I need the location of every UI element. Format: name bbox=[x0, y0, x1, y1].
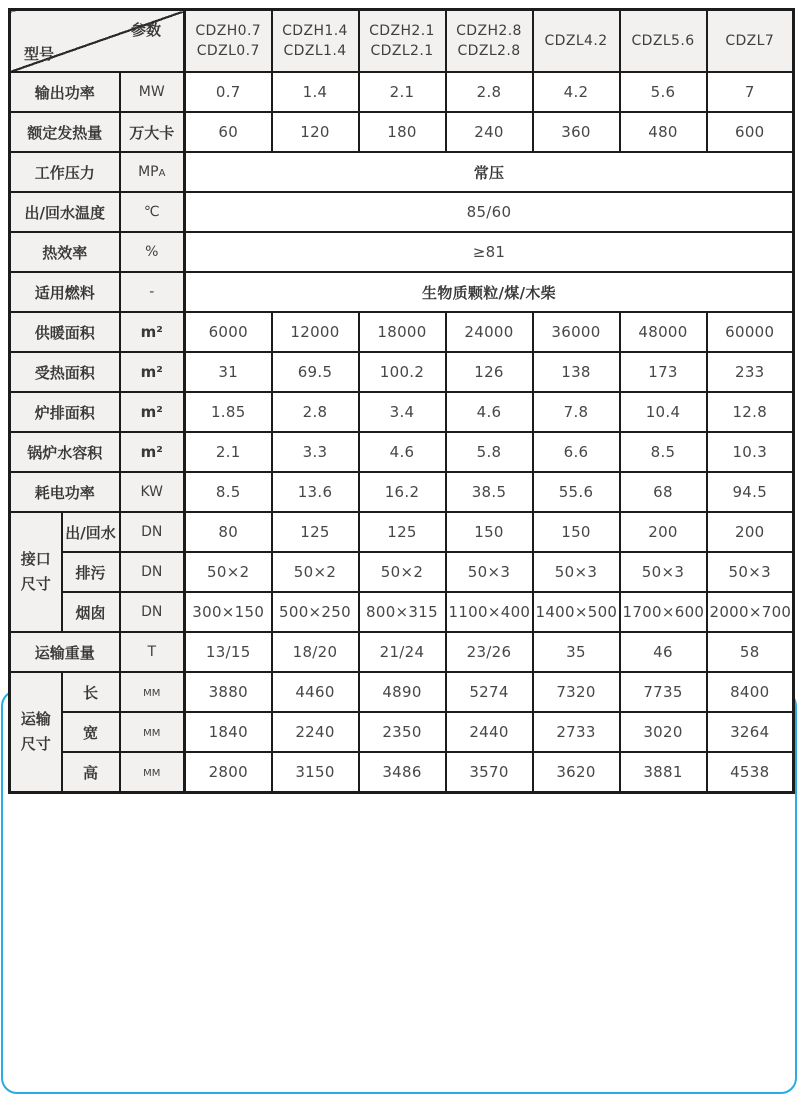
corner-cell bbox=[10, 10, 185, 73]
value-cell: 38.5 bbox=[446, 472, 533, 512]
row-label: 适用燃料 bbox=[10, 272, 120, 312]
value-cell: 0.7 bbox=[185, 72, 272, 112]
value-cell: 12.8 bbox=[707, 392, 794, 432]
model-header bbox=[533, 10, 620, 73]
value-cell: 80 bbox=[185, 512, 272, 552]
row-water-temp bbox=[10, 192, 794, 232]
sub-row-label: 出/回水 bbox=[62, 512, 120, 552]
value-cell: 138 bbox=[533, 352, 620, 392]
value-cell: 300×150 bbox=[185, 592, 272, 632]
row-unit: m² bbox=[120, 432, 185, 472]
row-label: 输出功率 bbox=[10, 72, 120, 112]
value-cell: 21/24 bbox=[359, 632, 446, 672]
row-label: 工作压力 bbox=[10, 152, 120, 192]
value-cell: 50×3 bbox=[707, 552, 794, 592]
row-unit: mm bbox=[120, 672, 185, 712]
value-cell: 46 bbox=[620, 632, 707, 672]
value-cell: 200 bbox=[620, 512, 707, 552]
value-cell: 1840 bbox=[185, 712, 272, 752]
corner-param-label: 参数 bbox=[130, 21, 161, 39]
row-heating-area bbox=[10, 312, 794, 352]
value-cell: 36000 bbox=[533, 312, 620, 352]
row-water-volume bbox=[10, 432, 794, 472]
value-cell: 60000 bbox=[707, 312, 794, 352]
value-cell: 4.6 bbox=[359, 432, 446, 472]
row-output-power bbox=[10, 72, 794, 112]
row-heated-area bbox=[10, 352, 794, 392]
value-cell: 4460 bbox=[272, 672, 359, 712]
model-name: CDZL0.7 bbox=[196, 43, 260, 59]
value-cell: 126 bbox=[446, 352, 533, 392]
row-working-pressure bbox=[10, 152, 794, 192]
value-cell: 6000 bbox=[185, 312, 272, 352]
model-header bbox=[185, 10, 272, 73]
row-unit: KW bbox=[120, 472, 185, 512]
row-label: 锅炉水容积 bbox=[10, 432, 120, 472]
sub-row-label: 长 bbox=[62, 672, 120, 712]
value-cell: 7735 bbox=[620, 672, 707, 712]
corner-model-label: 型号 bbox=[24, 45, 55, 63]
merged-value-cell: 生物质颗粒/煤/木柴 bbox=[185, 272, 794, 312]
row-unit: mm bbox=[120, 712, 185, 752]
value-cell: 125 bbox=[272, 512, 359, 552]
value-cell: 23/26 bbox=[446, 632, 533, 672]
value-cell: 10.4 bbox=[620, 392, 707, 432]
model-name: CDZH1.4 bbox=[282, 23, 348, 39]
value-cell: 69.5 bbox=[272, 352, 359, 392]
value-cell: 6.6 bbox=[533, 432, 620, 472]
row-label: 炉排面积 bbox=[10, 392, 120, 432]
value-cell: 18000 bbox=[359, 312, 446, 352]
merged-value-cell: 常压 bbox=[185, 152, 794, 192]
value-cell: 3881 bbox=[620, 752, 707, 793]
value-cell: 2240 bbox=[272, 712, 359, 752]
sub-row-label: 排污 bbox=[62, 552, 120, 592]
value-cell: 150 bbox=[446, 512, 533, 552]
row-label: 出/回水温度 bbox=[10, 192, 120, 232]
value-cell: 2.8 bbox=[446, 72, 533, 112]
value-cell: 50×2 bbox=[272, 552, 359, 592]
value-cell: 3880 bbox=[185, 672, 272, 712]
model-name: CDZH2.1 bbox=[369, 23, 435, 39]
value-cell: 16.2 bbox=[359, 472, 446, 512]
value-cell: 2.8 bbox=[272, 392, 359, 432]
value-cell: 120 bbox=[272, 112, 359, 152]
group-label-transport-size: 运输尺寸 bbox=[10, 672, 62, 793]
row-transport-height bbox=[10, 752, 794, 793]
row-label: 受热面积 bbox=[10, 352, 120, 392]
model-name: CDZH0.7 bbox=[195, 23, 262, 39]
value-cell: 3150 bbox=[272, 752, 359, 793]
value-cell: 4538 bbox=[707, 752, 794, 793]
model-header bbox=[446, 10, 533, 73]
value-cell: 31 bbox=[185, 352, 272, 392]
value-cell: 240 bbox=[446, 112, 533, 152]
value-cell: 12000 bbox=[272, 312, 359, 352]
row-label: 耗电功率 bbox=[10, 472, 120, 512]
row-transport-weight bbox=[10, 632, 794, 672]
row-unit: 万大卡 bbox=[120, 112, 185, 152]
value-cell: 8400 bbox=[707, 672, 794, 712]
value-cell: 1400×500 bbox=[533, 592, 620, 632]
row-unit: % bbox=[120, 232, 185, 272]
sub-row-label: 宽 bbox=[62, 712, 120, 752]
model-name: CDZL5.6 bbox=[631, 33, 695, 49]
sub-row-label: 烟囱 bbox=[62, 592, 120, 632]
value-cell: 5274 bbox=[446, 672, 533, 712]
row-transport-length bbox=[10, 672, 794, 712]
value-cell: 94.5 bbox=[707, 472, 794, 512]
row-unit: m² bbox=[120, 312, 185, 352]
row-unit: MW bbox=[120, 72, 185, 112]
row-unit: m² bbox=[120, 392, 185, 432]
model-name: CDZL1.4 bbox=[283, 43, 347, 59]
value-cell: 4890 bbox=[359, 672, 446, 712]
value-cell: 480 bbox=[620, 112, 707, 152]
value-cell: 50×3 bbox=[446, 552, 533, 592]
model-header bbox=[707, 10, 794, 73]
value-cell: 3486 bbox=[359, 752, 446, 793]
row-transport-width bbox=[10, 712, 794, 752]
value-cell: 8.5 bbox=[620, 432, 707, 472]
value-cell: 200 bbox=[707, 512, 794, 552]
row-unit: mm bbox=[120, 752, 185, 793]
value-cell: 3.3 bbox=[272, 432, 359, 472]
table-header-row bbox=[10, 10, 794, 73]
value-cell: 10.3 bbox=[707, 432, 794, 472]
merged-value-cell: ≥81 bbox=[185, 232, 794, 272]
value-cell: 2350 bbox=[359, 712, 446, 752]
model-name: CDZL7 bbox=[725, 33, 775, 49]
value-cell: 55.6 bbox=[533, 472, 620, 512]
value-cell: 2000×700 bbox=[707, 592, 794, 632]
value-cell: 125 bbox=[359, 512, 446, 552]
value-cell: 800×315 bbox=[359, 592, 446, 632]
value-cell: 50×2 bbox=[185, 552, 272, 592]
row-interface-chimney bbox=[10, 592, 794, 632]
value-cell: 4.6 bbox=[446, 392, 533, 432]
merged-value-cell: 85/60 bbox=[185, 192, 794, 232]
value-cell: 50×3 bbox=[620, 552, 707, 592]
value-cell: 150 bbox=[533, 512, 620, 552]
row-unit: ℃ bbox=[120, 192, 185, 232]
value-cell: 2733 bbox=[533, 712, 620, 752]
row-grate-area bbox=[10, 392, 794, 432]
value-cell: 3570 bbox=[446, 752, 533, 793]
value-cell: 3020 bbox=[620, 712, 707, 752]
value-cell: 2440 bbox=[446, 712, 533, 752]
value-cell: 58 bbox=[707, 632, 794, 672]
value-cell: 233 bbox=[707, 352, 794, 392]
value-cell: 24000 bbox=[446, 312, 533, 352]
value-cell: 3620 bbox=[533, 752, 620, 793]
value-cell: 600 bbox=[707, 112, 794, 152]
spec-table-wrapper bbox=[8, 8, 795, 794]
row-interface-inlet-outlet bbox=[10, 512, 794, 552]
model-header bbox=[272, 10, 359, 73]
value-cell: 5.8 bbox=[446, 432, 533, 472]
value-cell: 1100×400 bbox=[446, 592, 533, 632]
value-cell: 360 bbox=[533, 112, 620, 152]
row-fuel bbox=[10, 272, 794, 312]
value-cell: 1.85 bbox=[185, 392, 272, 432]
value-cell: 35 bbox=[533, 632, 620, 672]
value-cell: 2.1 bbox=[359, 72, 446, 112]
sub-row-label: 高 bbox=[62, 752, 120, 793]
value-cell: 1.4 bbox=[272, 72, 359, 112]
row-power-consumption bbox=[10, 472, 794, 512]
value-cell: 4.2 bbox=[533, 72, 620, 112]
value-cell: 48000 bbox=[620, 312, 707, 352]
value-cell: 2.1 bbox=[185, 432, 272, 472]
group-label-interface: 接口尺寸 bbox=[10, 512, 62, 632]
corner-diagonal bbox=[11, 11, 183, 71]
value-cell: 2800 bbox=[185, 752, 272, 793]
value-cell: 3264 bbox=[707, 712, 794, 752]
row-interface-blowdown bbox=[10, 552, 794, 592]
model-header bbox=[620, 10, 707, 73]
value-cell: 100.2 bbox=[359, 352, 446, 392]
value-cell: 7320 bbox=[533, 672, 620, 712]
value-cell: 13.6 bbox=[272, 472, 359, 512]
value-cell: 3.4 bbox=[359, 392, 446, 432]
value-cell: 7 bbox=[707, 72, 794, 112]
value-cell: 50×3 bbox=[533, 552, 620, 592]
row-unit: m² bbox=[120, 352, 185, 392]
value-cell: 500×250 bbox=[272, 592, 359, 632]
value-cell: 1700×600 bbox=[620, 592, 707, 632]
value-cell: 8.5 bbox=[185, 472, 272, 512]
value-cell: 50×2 bbox=[359, 552, 446, 592]
value-cell: 13/15 bbox=[185, 632, 272, 672]
model-name: CDZL4.2 bbox=[544, 33, 608, 49]
row-unit: DN bbox=[120, 552, 185, 592]
row-unit: T bbox=[120, 632, 185, 672]
row-label: 额定发热量 bbox=[10, 112, 120, 152]
model-name: CDZL2.8 bbox=[457, 43, 521, 59]
row-unit: - bbox=[120, 272, 185, 312]
boiler-spec-table bbox=[8, 8, 795, 794]
row-label: 供暖面积 bbox=[10, 312, 120, 352]
value-cell: 180 bbox=[359, 112, 446, 152]
row-rated-heat bbox=[10, 112, 794, 152]
row-unit: MPa bbox=[120, 152, 185, 192]
value-cell: 7.8 bbox=[533, 392, 620, 432]
value-cell: 68 bbox=[620, 472, 707, 512]
row-thermal-efficiency bbox=[10, 232, 794, 272]
row-label: 热效率 bbox=[10, 232, 120, 272]
model-name: CDZL2.1 bbox=[370, 43, 434, 59]
model-header bbox=[359, 10, 446, 73]
row-unit: DN bbox=[120, 512, 185, 552]
row-unit: DN bbox=[120, 592, 185, 632]
value-cell: 173 bbox=[620, 352, 707, 392]
value-cell: 18/20 bbox=[272, 632, 359, 672]
value-cell: 60 bbox=[185, 112, 272, 152]
value-cell: 5.6 bbox=[620, 72, 707, 112]
model-name: CDZH2.8 bbox=[456, 23, 522, 39]
row-label: 运输重量 bbox=[10, 632, 120, 672]
